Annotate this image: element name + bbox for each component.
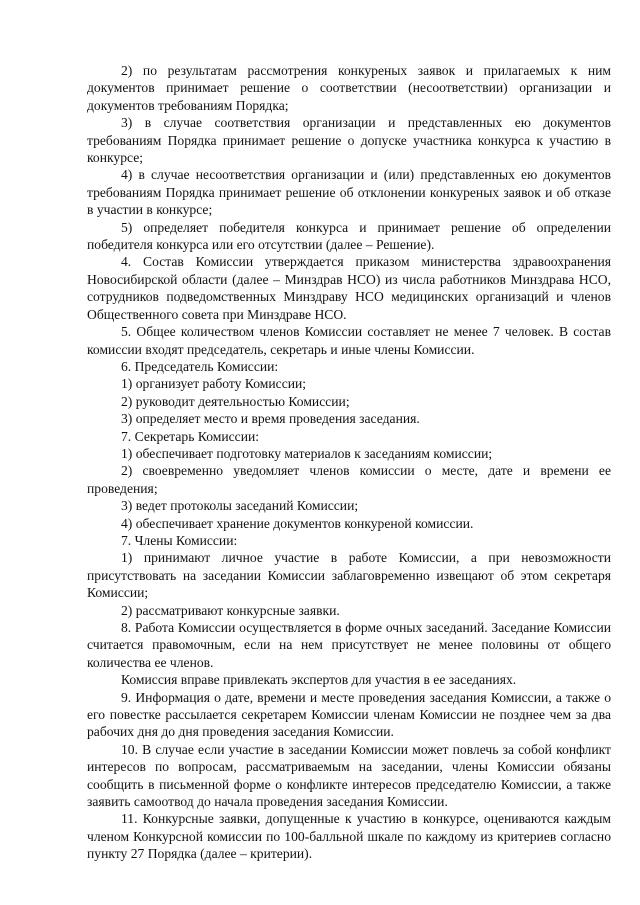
secretary-duty-4: 4) обеспечивает хранение документов конкуреной комиссии. xyxy=(121,515,474,531)
section-11-scoring: 11. Конкурсные заявки, допущенные к участию в конкурсе, оцениваются каждым членом Конкурсной комиссии по 100-балльной шкале по каждому из критериев согласно пункту 27 Порядка (далее – критерии). xyxy=(87,811,611,862)
chairman-duty-2: 2) руководит деятельностью Комиссии; xyxy=(121,393,350,409)
member-duty-2: 2) рассматривают конкурсные заявки. xyxy=(121,602,340,618)
section-8-meetings: 8. Работа Комиссии осуществляется в форме очных заседаний. Заседание Комиссии считается правомочным, если на нем присутствует не менее половины от общего количества ее членов. xyxy=(87,620,611,670)
chairman-duty-1: 1) организует работу Комиссии; xyxy=(121,376,307,392)
paragraph-2-review-applications: 2) по результатам рассмотрения конкуреных заявок и прилагаемых к ним документов принимает решение о соответствии (несоответствии) организации и документов требованиям Порядка; xyxy=(87,63,611,113)
section-10-conflict-of-interest: 10. В случае если участие в заседании Комиссии может повлечь за собой конфликт интересов по вопросам, рассматриваемым на заседании, члены Комиссии обязаны сообщить в письменной форме о конфликте интересов председателю Комиссии, а также заявить самоотвод до начала проведения заседания Комиссии. xyxy=(87,741,611,810)
section-7-secretary-heading: 7. Секретарь Комиссии: xyxy=(121,428,260,444)
section-9-meeting-notice: 9. Информация о дате, времени и месте проведения заседания Комиссии, а также о его повестке рассылается секретарем Комиссии членам Комиссии не позднее чем за два рабочих дня до дня проведения заседания Комиссии. xyxy=(87,689,611,740)
section-6-chairman-heading: 6. Председатель Комиссии: xyxy=(121,358,279,374)
paragraph-4-rejection-decision: 4) в случае несоответствия организации и (или) представленных ею документов требованиям Порядка принимает решение об отклонении конкуреных заявок и об отказе в участии в конкурсе; xyxy=(87,167,611,218)
section-5-member-count: 5. Общее количеством членов Комиссии составляет не менее 7 человек. В состав комиссии входят председатель, секретарь и иные члены Комиссии. xyxy=(87,324,611,357)
secretary-duty-3: 3) ведет протоколы заседаний Комиссии; xyxy=(121,498,359,514)
paragraph-3-admission-decision: 3) в случае соответствия организации и представленных ею документов требованиям Порядка принимает решение о допуске участника конкурса к участию в конкурсе; xyxy=(87,115,611,166)
section-7-members-heading: 7. Члены Комиссии: xyxy=(121,532,238,548)
document-page xyxy=(87,62,611,863)
secretary-duty-2: 2) своевременно уведомляет членов комиссии о месте, дате и времени ее проведения; xyxy=(87,463,611,496)
paragraph-5-winner-decision: 5) определяет победителя конкурса и принимает решение об определении победителя конкурса или его отсутствии (далее – Решение). xyxy=(87,219,611,253)
chairman-duty-3: 3) определяет место и время проведения заседания. xyxy=(121,411,420,427)
secretary-duty-1: 1) обеспечивает подготовку материалов к заседаниям комиссии; xyxy=(121,445,493,461)
section-4-commission-composition: 4. Состав Комиссии утверждается приказом министерства здравоохранения Новосибирской области (далее – Минздрав НСО) из числа работников Минздрава НСО, сотрудников подведомственных Минздраву НСО медицинских организаций и членов Общественного совета при Минздраве НСО. xyxy=(87,254,611,322)
experts-paragraph: Комиссия вправе привлекать экспертов для участия в ее заседаниях. xyxy=(121,672,517,688)
member-duty-1: 1) принимают личное участие в работе Комиссии, а при невозможности присутствовать на заседании Комиссии заблаговременно извещают об этом секретаря Комиссии; xyxy=(87,550,611,601)
